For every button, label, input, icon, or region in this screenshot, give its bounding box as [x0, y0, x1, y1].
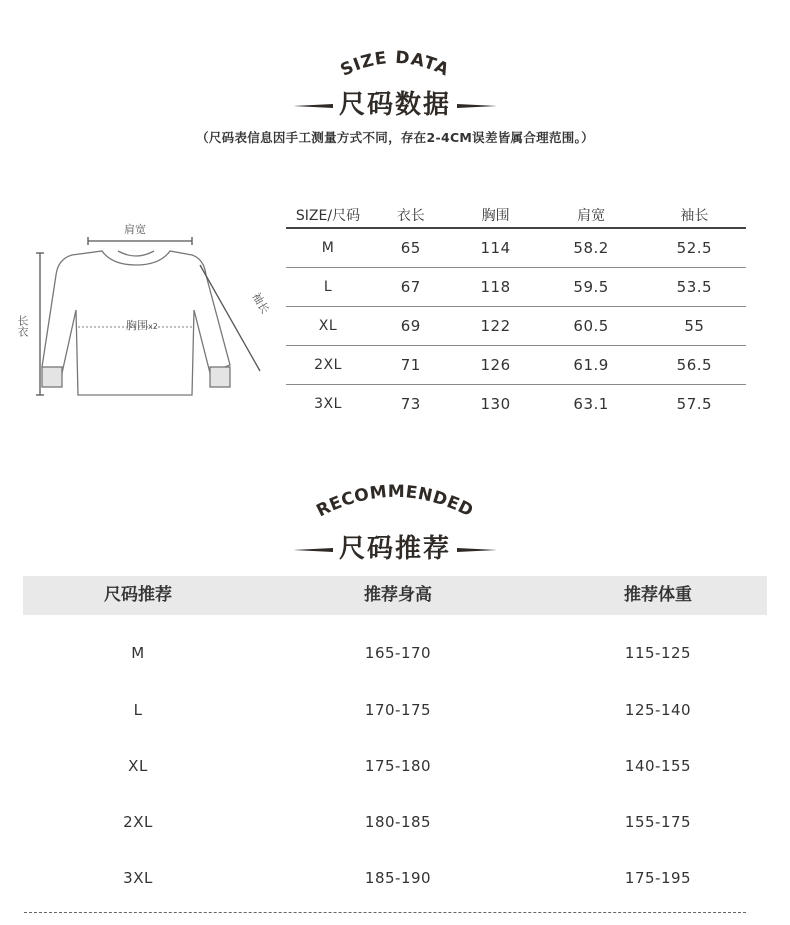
height-cell: 175-180 [364, 757, 432, 775]
value-cell: 114 [452, 228, 540, 268]
table-row [286, 385, 746, 424]
value-cell: 71 [370, 346, 452, 385]
value-cell: 56.5 [643, 346, 746, 385]
sweater-outline-icon [14, 215, 284, 410]
weight-cell: 125-140 [624, 701, 692, 719]
sweater-diagram [14, 215, 284, 410]
size-cell: 3XL [314, 396, 342, 412]
value-cell: 55 [643, 307, 746, 346]
size-table [286, 203, 746, 423]
table-row [286, 268, 746, 307]
header-cell: 推荐体重 [624, 585, 692, 605]
size-data-title: 尺码数据 [0, 84, 790, 121]
recommend-table-header [23, 576, 767, 615]
length-label: 长衣 [16, 315, 29, 337]
value-cell: 118 [452, 268, 540, 307]
header-cell: 胸围 [452, 203, 540, 228]
table-row [23, 807, 767, 837]
size-cell: 2XL [123, 813, 153, 831]
header-cell: SIZE/尺码 [286, 203, 370, 228]
size-table-header [286, 203, 746, 228]
value-cell: 60.5 [540, 307, 643, 346]
svg-text:RECOMMENDED: RECOMMENDED [313, 481, 477, 518]
value-cell: 122 [452, 307, 540, 346]
value-cell: 73 [400, 395, 421, 413]
sleeve-label: 袖长 [249, 290, 272, 317]
table-row [286, 228, 746, 268]
table-row [23, 695, 767, 725]
value-cell: 63.1 [573, 395, 609, 413]
size-cell: M [286, 228, 370, 268]
height-cell: 185-190 [364, 869, 432, 887]
value-cell: 52.5 [643, 228, 746, 268]
header-cell: 衣长 [370, 203, 452, 228]
weight-cell: 175-195 [624, 869, 692, 887]
value-cell: 53.5 [643, 268, 746, 307]
header-cell: 推荐身高 [364, 585, 432, 605]
value-cell: 126 [452, 346, 540, 385]
value-cell: 67 [370, 268, 452, 307]
chest-label: 胸围x2 [126, 319, 158, 332]
weight-cell: 115-125 [624, 644, 692, 662]
value-cell: 130 [480, 395, 511, 413]
weight-cell: 140-155 [624, 757, 692, 775]
table-row [23, 863, 767, 893]
header-cell: 尺码推荐 [104, 585, 172, 605]
height-cell: 170-175 [364, 701, 432, 719]
weight-cell: 155-175 [624, 813, 692, 831]
value-cell: 61.9 [540, 346, 643, 385]
left-ornament-icon [293, 103, 333, 109]
header-cell: 肩宽 [540, 203, 643, 228]
bottom-divider [24, 912, 746, 913]
right-ornament-icon [457, 547, 497, 553]
recommended-english-title [0, 470, 790, 518]
size-cell: 3XL [123, 869, 153, 887]
left-ornament-icon [293, 547, 333, 553]
svg-text:SIZE DATA: SIZE DATA [337, 47, 453, 81]
shoulder-label: 肩宽 [124, 223, 146, 236]
header-cell: 袖长 [643, 203, 746, 228]
value-cell: 65 [370, 228, 452, 268]
value-cell: 58.2 [540, 228, 643, 268]
size-cell: XL [128, 757, 148, 775]
size-cell: L [286, 268, 370, 307]
value-cell: 57.5 [676, 395, 713, 413]
value-cell: 69 [370, 307, 452, 346]
recommended-title: 尺码推荐 [0, 528, 790, 565]
table-row [286, 307, 746, 346]
size-cell: 2XL [286, 346, 370, 385]
height-cell: 165-170 [364, 644, 432, 662]
value-cell: 59.5 [540, 268, 643, 307]
measurement-note: （尺码表信息因手工测量方式不同，存在2-4CM误差皆属合理范围。） [196, 130, 594, 145]
right-ornament-icon [457, 103, 497, 109]
size-cell: M [131, 644, 145, 662]
table-row [23, 638, 767, 668]
size-cell: XL [286, 307, 370, 346]
size-cell: L [133, 701, 143, 719]
size-data-english-title [0, 38, 790, 83]
table-row [23, 751, 767, 781]
table-row [286, 346, 746, 385]
height-cell: 180-185 [364, 813, 432, 831]
